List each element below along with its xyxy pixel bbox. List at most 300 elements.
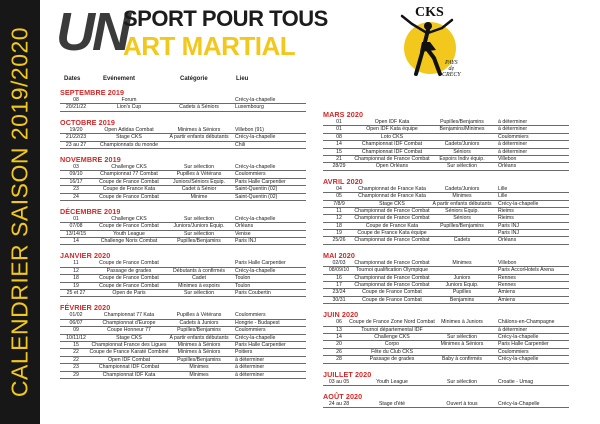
event-row <box>323 223 569 230</box>
event-date: 15 <box>336 148 342 155</box>
event-place: à déterminer <box>235 356 265 363</box>
event-row <box>323 379 569 386</box>
event-row <box>60 335 306 342</box>
event-name: Coupe de France Combat <box>362 296 422 303</box>
event-place: Crécy-la-chapelle <box>498 200 539 207</box>
event-date: 23/24 <box>332 289 346 296</box>
event-name: Coupe de France Combat <box>99 260 159 267</box>
event-name: Championnat de France Combat <box>354 237 430 244</box>
event-row <box>323 297 569 304</box>
event-place: Paris AccorHotels Arena <box>498 267 554 274</box>
club-logo <box>380 2 476 84</box>
event-row <box>60 342 306 349</box>
event-date: 22 <box>73 349 79 356</box>
event-place: à déterminer <box>235 364 265 371</box>
event-row <box>60 223 306 230</box>
event-category: Minimes à Juniors <box>441 319 483 326</box>
col-event: Evénement <box>103 76 136 82</box>
event-category: Pupilles/Benjamins <box>440 222 484 229</box>
column-headers <box>60 76 310 84</box>
event-row <box>323 282 569 289</box>
event-date: 06/07 <box>69 319 83 326</box>
event-name: Championnat de France Combat <box>354 274 430 281</box>
event-place: Crécy-la-chapelle <box>235 134 276 141</box>
event-place: à déterminer <box>498 141 528 148</box>
event-category: Sur sélection <box>447 163 477 170</box>
event-name: Championnats du monde <box>100 141 158 148</box>
event-category: Séniors <box>453 148 471 155</box>
event-row <box>60 134 306 141</box>
event-category: Minimes <box>452 193 472 200</box>
event-date: 21 <box>336 155 342 162</box>
event-place: Lille <box>498 185 508 192</box>
event-name: Tournoi départemental IDF <box>361 326 423 333</box>
event-date: 06 <box>336 319 342 326</box>
event-date: 03 <box>73 163 79 170</box>
event-date: 26 <box>336 348 342 355</box>
month-heading: AOÛT 2020 <box>323 391 363 401</box>
event-date: 10/11/12 <box>66 334 86 341</box>
event-row <box>323 156 569 163</box>
event-name: Passage de grades <box>369 356 415 363</box>
event-name: Championnat de France Kata <box>358 185 426 192</box>
event-name: Lion's Cup <box>116 104 142 111</box>
event-date: 01 <box>336 119 342 125</box>
event-category: Minimes <box>189 364 209 371</box>
event-place: Paris Halle Carpentier <box>235 178 286 185</box>
event-place: Toulon <box>235 275 251 282</box>
event-date: 24 au 28 <box>328 400 350 407</box>
event-name: Youth League <box>376 378 408 385</box>
event-place: Hongrie - Budapest <box>235 319 280 326</box>
event-place: Lille <box>498 193 508 200</box>
event-date: 23 au 27 <box>65 141 87 148</box>
event-name: Stage CKS <box>116 334 142 341</box>
event-place: Orléans <box>498 163 517 170</box>
event-row <box>60 142 306 149</box>
calendar-column-left <box>60 88 306 379</box>
event-date: 08 <box>336 133 342 140</box>
event-name: Open IDF Combat <box>107 356 151 363</box>
event-category: Minime <box>190 193 208 200</box>
event-row <box>323 201 569 208</box>
event-row <box>60 283 306 290</box>
event-name: Challenge Noris Combat <box>100 238 158 245</box>
event-date: 13 <box>336 326 342 333</box>
event-date: 04 <box>336 185 342 192</box>
event-category: Sur sélection <box>447 378 477 385</box>
event-place: Rennes <box>498 274 516 281</box>
event-row <box>60 275 306 282</box>
event-category: Cadets à Juniors <box>179 319 219 326</box>
event-name: Championnat 77 Combat <box>100 171 158 178</box>
event-name: Championnat IDF Kata <box>102 371 156 378</box>
event-place: Paris INJ <box>498 230 520 237</box>
side-title: CALENDRIER SAISON 2019/2020 <box>6 26 33 398</box>
col-place: Lieu <box>236 76 249 82</box>
event-date: 03 au 05 <box>328 378 350 385</box>
event-date: 28/29 <box>332 163 346 170</box>
month-heading: JUIN 2020 <box>323 310 359 320</box>
event-name: Stage CKS <box>379 200 405 207</box>
event-row <box>323 149 569 156</box>
event-date: 19 <box>336 230 342 237</box>
event-name: Open IDF Kata équipe <box>366 126 418 133</box>
event-date: 21/22/23 <box>65 134 87 141</box>
event-category: Pupilles à Vétérans <box>176 171 222 178</box>
event-category: Sur sélection <box>447 333 477 340</box>
event-category: Séniors <box>453 215 471 222</box>
event-date: 18 <box>336 222 342 229</box>
event-category: Sur sélection <box>184 290 214 297</box>
event-name: Fête du Club CKS <box>371 348 413 355</box>
event-category: Espoirs Indiv équip. <box>439 155 485 162</box>
event-name: Coupe de France Combat <box>99 223 159 230</box>
event-date: 23 <box>73 186 79 193</box>
event-date: 25 et 27 <box>66 290 86 297</box>
event-date: 11 <box>336 207 342 214</box>
event-place: à déterminer <box>498 148 528 155</box>
event-category: Minimes à Séniors <box>177 126 221 133</box>
event-place: Chili <box>235 141 246 148</box>
event-date: 16/17 <box>69 178 83 185</box>
month-heading: JUILLET 2020 <box>323 369 372 379</box>
event-row <box>323 349 569 356</box>
event-row <box>323 141 569 148</box>
event-place: Coulommiers <box>235 327 266 334</box>
event-name: Championnat IDF Combat <box>98 364 160 371</box>
event-row <box>60 260 306 267</box>
event-name: Championnat France des Ligues <box>91 341 167 348</box>
event-row <box>323 267 569 274</box>
event-row <box>60 364 306 371</box>
event-row <box>60 186 306 193</box>
event-place: à déterminer <box>498 126 528 133</box>
event-row <box>323 356 569 363</box>
event-category: Pupilles/Benjamins <box>177 238 221 245</box>
event-date: 7/8/9 <box>333 200 345 207</box>
event-date: 14 <box>336 141 342 148</box>
event-row <box>323 327 569 334</box>
month-heading: AVRIL 2020 <box>323 176 363 186</box>
event-place: Crécy-la-chapelle <box>235 267 276 274</box>
month-heading: MARS 2020 <box>323 110 364 119</box>
col-category: Catégorie <box>180 76 208 82</box>
event-row <box>60 164 306 171</box>
event-name: Stage CKS <box>116 134 142 141</box>
col-date: Dates <box>64 76 81 82</box>
event-category: Minimes à Séniors <box>177 349 221 356</box>
event-row <box>60 320 306 327</box>
event-name: Coupe de France Kata équipe <box>357 230 427 237</box>
event-name: Open IDF Kata <box>374 119 410 125</box>
event-name: Open Orléans <box>375 163 409 170</box>
event-name: Coupe de France Kata <box>365 222 419 229</box>
event-category: A partir enfants débutants <box>432 200 492 207</box>
event-name: Tournoi qualification Olympique <box>355 267 429 274</box>
event-row <box>323 134 569 141</box>
event-name: Passage de grades <box>106 267 152 274</box>
event-category: Séniors Equip. <box>445 207 479 214</box>
event-category: Ouvert à tous <box>446 400 478 407</box>
event-category: Juniors/Séniors Equip. <box>173 178 225 185</box>
event-category: Cadet à Sénior <box>181 186 217 193</box>
event-place: Coulommiers <box>498 133 529 140</box>
event-date: 14 <box>336 333 342 340</box>
event-row <box>60 349 306 356</box>
event-date: 12 <box>73 267 79 274</box>
event-name: Championnat de France Combat <box>354 282 430 289</box>
event-place: Amiens <box>498 289 516 296</box>
event-name: Championnat d'Europe <box>102 319 156 326</box>
event-category: Juniors Equip. <box>445 282 479 289</box>
event-date: 29 <box>73 371 79 378</box>
event-date: 09/10 <box>69 171 83 178</box>
header-line2: ART MARTIAL <box>123 31 296 61</box>
event-category: Minimes à espoirs <box>178 282 220 289</box>
event-date: 09 <box>73 327 79 334</box>
event-row <box>60 194 306 201</box>
event-name: Coupe de France Combat <box>362 289 422 296</box>
event-row <box>60 312 306 319</box>
event-row <box>323 341 569 348</box>
event-row <box>323 401 569 408</box>
event-row <box>323 193 569 200</box>
event-row <box>60 290 306 297</box>
event-place: Rennes <box>498 282 516 289</box>
event-name: Coupe de France Combat <box>99 193 159 200</box>
event-name: Championnat IDF Combat <box>361 141 423 148</box>
event-row <box>323 260 569 267</box>
event-category: Benjamins <box>449 296 475 303</box>
month-heading: FÉVRIER 2020 <box>60 303 111 313</box>
event-place: Crécy-la-chapelle <box>235 163 276 170</box>
event-row <box>60 127 306 134</box>
event-category: Pupilles/Benjamins <box>177 356 221 363</box>
event-row <box>323 163 569 170</box>
event-date: 11 <box>73 260 79 267</box>
event-category: Minimes à Séniors <box>177 341 221 348</box>
event-name: Stage d'été <box>378 400 406 407</box>
event-place: Villebon <box>498 259 517 266</box>
event-place: Crécy-la-Chapelle <box>498 400 540 407</box>
event-row <box>60 268 306 275</box>
event-row <box>323 230 569 237</box>
logo-sub-1: PAYS <box>445 60 458 66</box>
event-category: Juniors/Juniors Equip. <box>173 223 225 230</box>
event-category: Pupilles <box>452 289 472 296</box>
event-date: 20 <box>336 341 342 348</box>
event-category: Cadets <box>453 237 471 244</box>
event-name: Championnat de France Combat <box>354 155 430 162</box>
event-name: Championnat 77 Kata <box>103 312 155 319</box>
event-date: 20/21/22 <box>65 104 87 111</box>
event-place: Toulon <box>235 282 251 289</box>
event-place: Paris Coubertin <box>235 290 271 297</box>
event-name: Championnat de France Combat <box>354 207 430 214</box>
event-row <box>60 97 306 104</box>
header-title <box>56 2 328 66</box>
event-row <box>60 171 306 178</box>
event-date: 17 <box>336 282 342 289</box>
event-row <box>323 289 569 296</box>
event-name: Championnat de France Combat <box>354 259 430 266</box>
event-place: Rieims <box>498 215 514 222</box>
event-name: Challenge CKS <box>111 215 147 222</box>
event-name: Challenge CKS <box>374 333 410 340</box>
event-row <box>60 104 306 111</box>
event-row <box>323 334 569 341</box>
event-category: Minimes <box>452 259 472 266</box>
event-category: Cadets à Séniors <box>179 104 219 111</box>
event-place: Croatie - Umag <box>498 378 534 385</box>
month-heading: MAI 2020 <box>323 250 355 260</box>
side-band <box>0 0 40 424</box>
event-place: Saint-Quentin (02) <box>235 186 278 193</box>
event-name: Coupe de France Zone Nord Combat <box>349 319 435 326</box>
event-row <box>60 216 306 223</box>
event-name: Coupe de France Combat <box>99 275 159 282</box>
event-name: Challenge CKS <box>111 163 147 170</box>
event-place: Crécy-la-chapelle <box>498 333 539 340</box>
event-category: Débutants à confirmés <box>173 267 225 274</box>
event-date: 15 <box>73 341 79 348</box>
header-line1: SPORT POUR TOUS <box>123 6 328 31</box>
event-category: Benjamins/Minimes <box>439 126 485 133</box>
event-date: 25/26 <box>332 237 346 244</box>
month-heading: SEPTEMBRE 2019 <box>60 88 125 97</box>
event-date: 07/08 <box>69 223 83 230</box>
event-name: Coupe de France Combat <box>99 178 159 185</box>
event-row <box>60 179 306 186</box>
event-category: Cadets/Juniors <box>444 185 480 192</box>
event-place: Coulommiers <box>498 348 529 355</box>
month-heading: OCTOBRE 2019 <box>60 117 115 127</box>
event-place: à déterminer <box>235 371 265 378</box>
event-place: Orléans <box>498 237 517 244</box>
event-place: à déterminer <box>498 119 528 125</box>
event-category: Pupilles/Benjamins <box>177 327 221 334</box>
header-un: UN <box>56 2 128 62</box>
event-row <box>323 275 569 282</box>
event-place: Paris Halle Carpentier <box>235 260 286 267</box>
event-place: à déterminer <box>498 326 528 333</box>
event-place: Villebon (91) <box>235 126 265 133</box>
event-name: Coupe de France Combat <box>99 282 159 289</box>
event-row <box>323 208 569 215</box>
event-date: 14 <box>73 238 79 245</box>
event-category: Cadets/Juniors <box>444 141 480 148</box>
event-name: Forum <box>121 97 137 103</box>
event-date: 16 <box>336 274 342 281</box>
event-place: Villebon <box>498 155 517 162</box>
event-date: 28 <box>336 356 342 363</box>
event-date: 01/02 <box>69 312 83 319</box>
event-place: Poitiers <box>235 349 253 356</box>
event-place: Crécy-la-chapelle <box>235 334 276 341</box>
event-place: Paris INJ <box>498 222 520 229</box>
event-place: Châlons-en-Champagne <box>498 319 555 326</box>
event-place: Amiens <box>498 296 516 303</box>
event-date: 01 <box>73 215 79 222</box>
event-date: 08/09/10 <box>328 267 350 274</box>
event-date: 24 <box>73 193 79 200</box>
event-place: Coulommiers <box>235 312 266 319</box>
logo-label: CKS <box>415 5 444 20</box>
event-place: Paris INJ <box>235 238 257 245</box>
event-row <box>323 319 569 326</box>
event-place: Rieims <box>498 207 514 214</box>
calendar-column-right <box>323 110 569 408</box>
event-place: Paris Halle Carpentier <box>498 341 549 348</box>
event-date: 23 <box>73 364 79 371</box>
event-date: 19/20 <box>69 126 83 133</box>
event-row <box>60 238 306 245</box>
event-row <box>323 215 569 222</box>
event-category: Minimes <box>189 371 209 378</box>
event-category: Minimes à Séniors <box>440 341 484 348</box>
event-category: Pupilles/Benjamins <box>440 119 484 125</box>
event-date: 30/31 <box>332 296 346 303</box>
event-name: Open de Paris <box>112 290 146 297</box>
event-place: Orléans <box>235 223 254 230</box>
event-category: Baby à confirmés <box>441 356 483 363</box>
event-category: Pupilles à Vétérans <box>176 312 222 319</box>
event-category: Sur sélection <box>184 230 214 237</box>
logo-sub <box>442 60 461 78</box>
event-category: Juniors <box>453 274 471 281</box>
event-place: Crécy-la-chapelle <box>235 215 276 222</box>
event-row <box>323 126 569 133</box>
logo-sub-2: de <box>448 66 455 72</box>
month-heading: DÉCEMBRE 2019 <box>60 206 121 216</box>
event-place: Paris Halle Carpentier <box>235 341 286 348</box>
event-category: A partir enfants débutants <box>169 134 229 141</box>
event-category: Sur sélection <box>184 163 214 170</box>
event-row <box>323 186 569 193</box>
event-place: Saint-Quentin (02) <box>235 193 278 200</box>
event-name: Coupe Honneur 77 <box>107 327 151 334</box>
event-name: Championnat de France Kata <box>358 193 426 200</box>
event-date: 05 <box>336 193 342 200</box>
event-date: 22 <box>73 356 79 363</box>
event-date: 01 <box>336 126 342 133</box>
event-date: 08 <box>73 97 79 103</box>
event-name: Corpo <box>384 341 400 348</box>
event-date: 18 <box>73 275 79 282</box>
event-name: Coupe de France Karaté Combiné <box>89 349 169 356</box>
month-heading: NOVEMBRE 2019 <box>60 154 121 164</box>
event-row <box>60 231 306 238</box>
event-category: Cadet <box>192 275 206 282</box>
event-row <box>323 237 569 244</box>
event-category: Sur sélection <box>184 215 214 222</box>
event-place: Luxembourg <box>235 104 264 111</box>
event-date: 02/03 <box>332 259 346 266</box>
event-name: Youth League <box>113 230 145 237</box>
event-place: Crécy-la-chapelle <box>498 356 539 363</box>
event-row <box>323 119 569 126</box>
event-row <box>60 357 306 364</box>
event-name: Open Adidas Combat <box>104 126 154 133</box>
month-heading: JANVIER 2020 <box>60 251 111 261</box>
event-name: Loto CKS <box>380 133 404 140</box>
event-row <box>60 327 306 334</box>
event-place: Venise <box>235 230 251 237</box>
event-place: Coulommiers <box>235 171 266 178</box>
event-name: Championnat IDF Combat <box>361 148 423 155</box>
event-date: 13/14/15 <box>65 230 87 237</box>
